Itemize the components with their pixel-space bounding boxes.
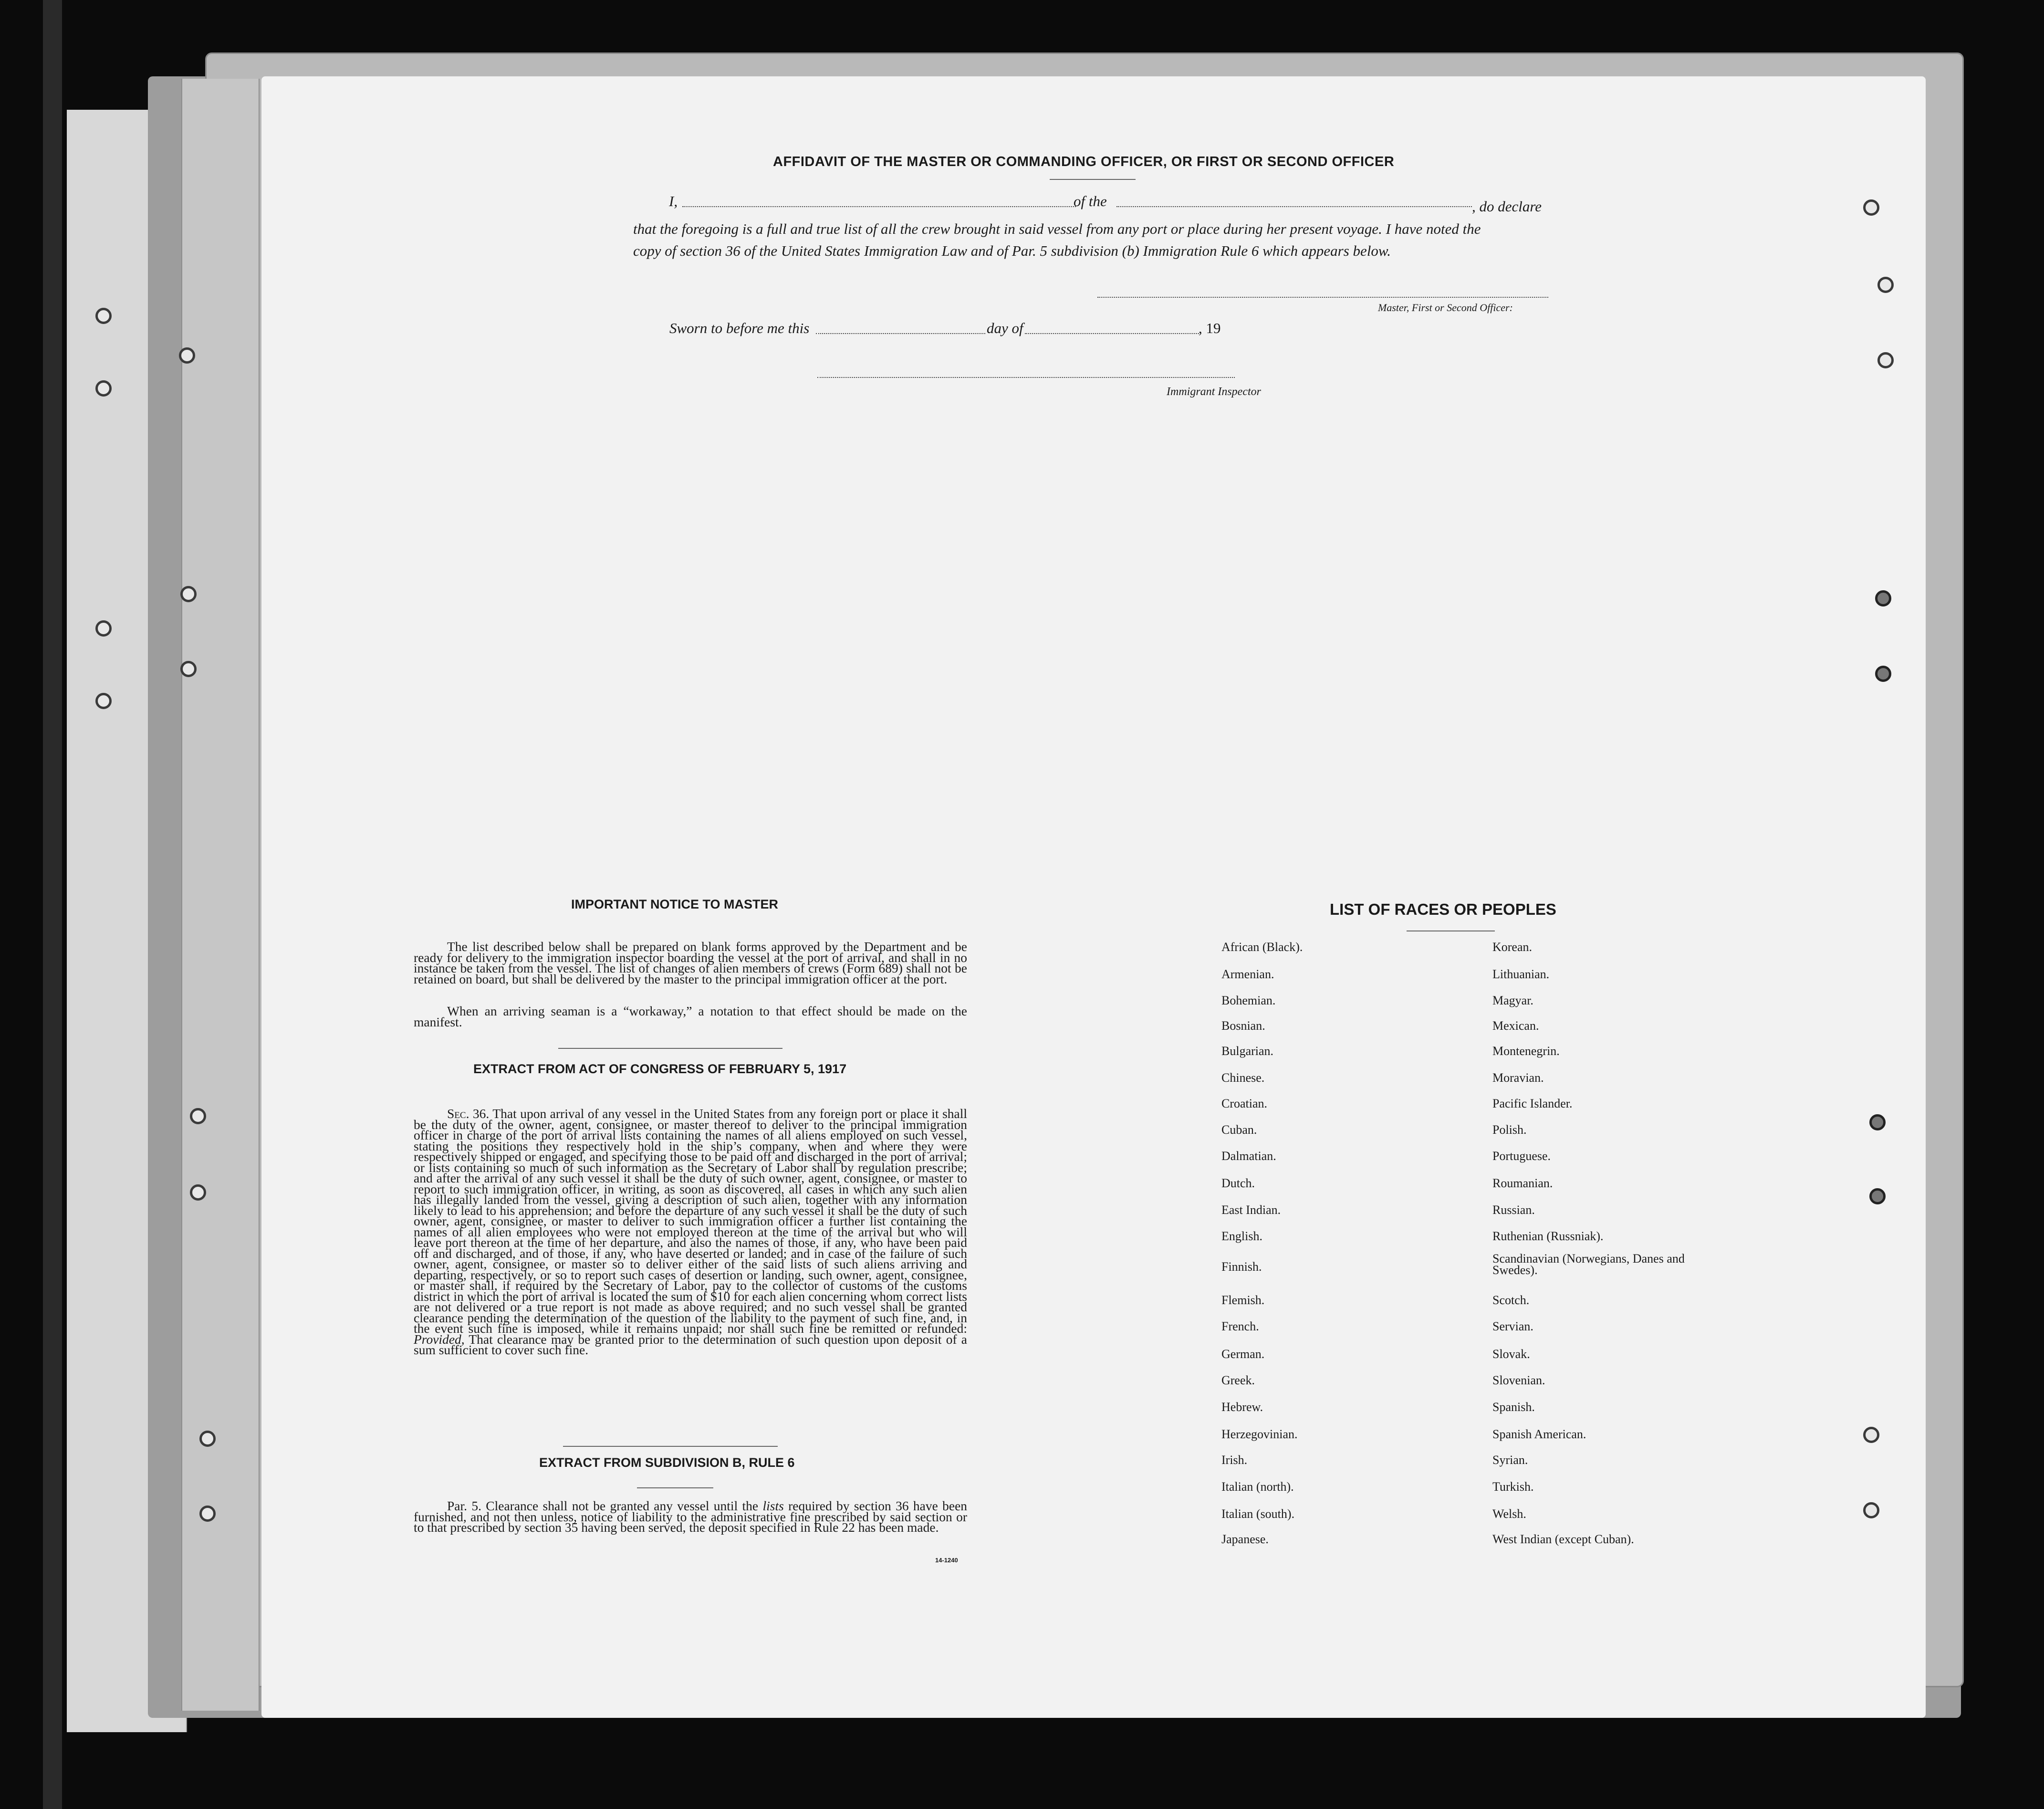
notice-paragraph: When an arriving seaman is a “workaway,” a notation to that effect should be made on the manifest.	[414, 1004, 967, 1029]
binder-hole	[180, 586, 197, 602]
affidavit-text-line: that the foregoing is a full and true list of all the crew brought in said vessel from any port or place during her present voyage. I have noted the	[633, 220, 1481, 237]
race-entry: German.	[1221, 1347, 1265, 1361]
race-entry: Greek.	[1221, 1373, 1255, 1387]
binding-strip	[181, 79, 260, 1711]
binder-hole	[199, 1506, 216, 1522]
section-rule	[637, 1487, 713, 1488]
race-entry: Pacific Islander.	[1492, 1097, 1573, 1110]
race-entry: West Indian (except Cuban).	[1492, 1532, 1634, 1546]
binder-hole	[179, 347, 195, 364]
race-entry: Hebrew.	[1221, 1400, 1263, 1414]
provided-word: Provided,	[414, 1331, 465, 1347]
race-entry: Syrian.	[1492, 1453, 1528, 1467]
race-entry: Welsh.	[1492, 1507, 1526, 1521]
affidavit-text-line: copy of section 36 of the United States Immigration Law and of Par. 5 subdivision (b) Immigration Rule 6 which appears below.	[633, 242, 1391, 259]
master-label: Master, First or Second Officer:	[1378, 302, 1513, 314]
race-entry: Slovenian.	[1492, 1373, 1545, 1387]
manifest-page	[261, 76, 1926, 1718]
affidavit-of-the: of the	[1074, 193, 1107, 209]
race-entry: Magyar.	[1492, 993, 1533, 1007]
race-entry: Scandinavian (Norwegians, Danes and Swedes).	[1492, 1252, 1685, 1277]
binder-hole	[1863, 1427, 1879, 1443]
race-entry: East Indian.	[1221, 1203, 1281, 1217]
race-entry: Montenegrin.	[1492, 1044, 1560, 1058]
inspector-signature-line	[817, 377, 1235, 378]
affidavit-title: AFFIDAVIT OF THE MASTER OR COMMANDING OFFICER, OR FIRST OR SECOND OFFICER	[773, 154, 1395, 169]
form-number: 14-1240	[935, 1557, 958, 1564]
binder-hole	[1863, 1502, 1879, 1518]
race-entry: Dalmatian.	[1221, 1149, 1276, 1163]
race-entry: Polish.	[1492, 1123, 1527, 1137]
race-entry: Lithuanian.	[1492, 967, 1550, 981]
year-label: , 19	[1199, 320, 1221, 336]
binder-hole	[190, 1184, 206, 1201]
race-entry: Italian (north).	[1221, 1480, 1294, 1494]
notice-paragraph: The list described below shall be prepared on blank forms approved by the Department and be ready for delivery to the immigration inspector boarding the vessel at the port of arrival, and shall in no instance be taken from the vessel. The list of changes of alien members of crews (Form 689) shall not be retained on board, but shall be delivered by the master to the principal immigration officer at the port.	[414, 939, 967, 986]
race-entry: French.	[1221, 1319, 1259, 1333]
section-label: Sec. 36.	[447, 1106, 490, 1121]
inspector-label: Immigrant Inspector	[1167, 386, 1261, 398]
vessel-field-line	[1116, 206, 1472, 207]
section-36-text	[414, 1108, 967, 1356]
title-rule	[1050, 179, 1136, 180]
section-rule	[563, 1446, 778, 1447]
binder-hole	[95, 308, 112, 324]
notice-title: IMPORTANT NOTICE TO MASTER	[571, 897, 778, 911]
master-signature-line	[1097, 297, 1548, 298]
scan-edge	[43, 0, 62, 1809]
race-entry: Irish.	[1221, 1453, 1248, 1467]
binder-hole	[1863, 199, 1879, 216]
section-36-proviso: That clearance may be granted prior to the determination of such question upon deposit of a sum sufficient to cover such fine.	[414, 1331, 967, 1357]
rule-6-text	[414, 1498, 968, 1535]
binder-hole	[1877, 277, 1894, 293]
race-entry: English.	[1221, 1229, 1262, 1243]
race-entry: Flemish.	[1221, 1293, 1265, 1307]
race-entry: African (Black).	[1221, 940, 1303, 954]
extract-act-title: EXTRACT FROM ACT OF CONGRESS OF FEBRUARY 5, 1917	[473, 1062, 847, 1076]
race-entry: Portuguese.	[1492, 1149, 1551, 1163]
race-entry: Spanish.	[1492, 1400, 1535, 1414]
sworn-month-line	[1025, 333, 1199, 334]
race-entry: Moravian.	[1492, 1071, 1544, 1085]
binder-hole	[1875, 590, 1891, 606]
binder-hole	[95, 620, 112, 637]
binder-hole	[1869, 1188, 1886, 1204]
binder-hole	[199, 1431, 216, 1447]
race-entry: Bosnian.	[1221, 1019, 1265, 1033]
binder-hole	[190, 1108, 206, 1124]
binder-hole	[1875, 666, 1891, 682]
race-entry: Armenian.	[1221, 967, 1274, 981]
race-entry: Slovak.	[1492, 1347, 1530, 1361]
race-entry: Chinese.	[1221, 1071, 1265, 1085]
race-entry: Spanish American.	[1492, 1427, 1586, 1441]
rule-6-body: Par. 5. Clearance shall not be granted any vessel until the	[447, 1498, 759, 1513]
race-entry: Servian.	[1492, 1319, 1533, 1333]
binder-hole	[1877, 352, 1894, 368]
extract-rule-title: EXTRACT FROM SUBDIVISION B, RULE 6	[539, 1455, 795, 1470]
section-36-body: That upon arrival of any vessel in the United States from any foreign port or place it shall be the duty of the owner, agent, consignee, or master thereof to deliver to the principal immigration officer in charge of the port of arrival lists containing the names of all aliens employed on such vessel, stating the positions they respectively hold in the ship’s company, when and where they were respectively shipped or engaged, and specifying those to be paid off and discharged in the port of arrival; or lists containing so much of such information as the Secretary of Labor shall by regulation prescribe; and after the arrival of any such vessel it shall be the duty of such owner, agent, consignee, or master to report to such immigration officer, in writing, as soon as discovered, all cases in which any such alien has illegally landed from the vessel, giving a description of such alien, together with any information likely to lead to his apprehension; and before the departure of any such vessel it shall be the duty of such owner, agent, consignee, or master to deliver to such immigration officer a further list containing the names of all alien employees who were not employed thereon at the time of the arrival but who will leave port thereon at the time of her departure, and also the names of those, if any, who have been paid off and discharged, and of those, if any, who have deserted or landed; and in case of the failure of such owner, agent, consignee, or master so to deliver either of the said lists of such aliens arriving and departing, respectively, or so to report such cases of desertion or landing, such owner, agent, consignee, or master shall, if required by the Secretary of Labor, pay to the collector of customs of the customs district in which the port of arrival is located the sum of $10 for each alien concerning whom correct lists are not delivered or a true report is not made as above required; and no such vessel shall be granted clearance pending the determination of the question of the liability to the payment of such fine, and, in the event such fine is imposed, while it remains unpaid; nor shall such fine be remitted or refunded:	[414, 1106, 968, 1336]
race-entry: Russian.	[1492, 1203, 1535, 1217]
race-entry: Scotch.	[1492, 1293, 1530, 1307]
race-entry: Korean.	[1492, 940, 1533, 954]
race-entry: Ruthenian (Russniak).	[1492, 1229, 1604, 1243]
rule-6-body-cont: required by section 36 have been furnished, and not then unless, notice of liability to the administrative fine prescribed by said section or to that prescribed by section 35 having been served, the deposit specified in Rule 22 has been made.	[414, 1498, 968, 1535]
affidavit-declare: , do declare	[1472, 198, 1542, 215]
race-entry: Mexican.	[1492, 1019, 1539, 1033]
sworn-day-line	[816, 333, 985, 334]
affidavit-i: I,	[669, 193, 678, 209]
binder-hole	[180, 661, 197, 677]
binder-hole	[1869, 1114, 1886, 1130]
race-entry: Turkish.	[1492, 1480, 1534, 1494]
race-entry: Finnish.	[1221, 1260, 1262, 1274]
race-entry: Japanese.	[1221, 1532, 1269, 1546]
race-entry: Italian (south).	[1221, 1507, 1295, 1521]
section-rule	[558, 1048, 782, 1049]
race-entry: Bohemian.	[1221, 993, 1276, 1007]
race-entry: Bulgarian.	[1221, 1044, 1274, 1058]
race-entry: Croatian.	[1221, 1097, 1268, 1110]
race-entry: Cuban.	[1221, 1123, 1257, 1137]
race-entry: Roumanian.	[1492, 1176, 1553, 1190]
name-field-line	[682, 206, 1076, 207]
lists-word: lists	[762, 1498, 784, 1513]
day-of-label: day of	[987, 320, 1023, 336]
race-entry: Dutch.	[1221, 1176, 1255, 1190]
race-entry: Herzegovinian.	[1221, 1427, 1298, 1441]
binder-hole	[95, 693, 112, 709]
races-title: LIST OF RACES OR PEOPLES	[1330, 900, 1556, 918]
sworn-label: Sworn to before me this	[669, 320, 810, 336]
binder-hole	[95, 380, 112, 397]
